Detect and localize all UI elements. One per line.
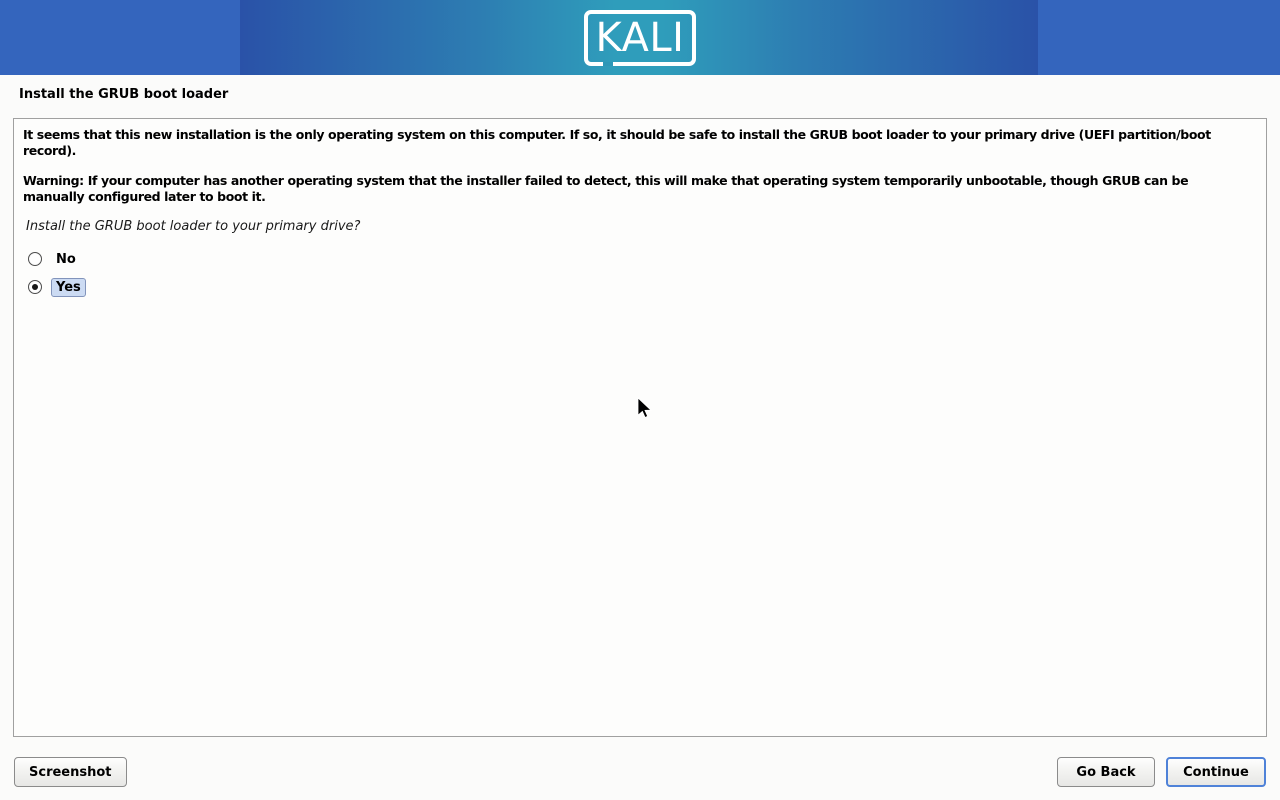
kali-logo-border-gap: [603, 62, 613, 66]
kali-logo: [584, 10, 696, 66]
radio-yes-label: Yes: [51, 278, 86, 297]
grub-warning-text: Warning: If your computer has another operating system that the installer failed to detect, this will make that operating system temporarily unbootable, though GRUB can be manually configured later to boot it.: [23, 173, 1189, 204]
radio-option-no[interactable]: [28, 249, 81, 269]
grub-info-text: It seems that this new installation is the only operating system on this computer. If so, it should be safe to install the GRUB boot loader to your primary drive (UEFI partition/boot record).: [23, 127, 1211, 158]
banner-gradient: [240, 0, 1038, 75]
radio-no-label: No: [56, 251, 76, 267]
page-title: Install the GRUB boot loader: [19, 87, 229, 102]
footer-button-group: [1057, 757, 1266, 787]
continue-button[interactable]: Continue: [1166, 757, 1266, 787]
installer-banner: [0, 0, 1280, 75]
radio-button-yes[interactable]: [28, 280, 42, 294]
kali-logo-text: KALI: [595, 15, 685, 61]
mouse-cursor-icon: [637, 397, 652, 419]
dialog-panel: [13, 118, 1267, 737]
grub-question-text: Install the GRUB boot loader to your primary drive?: [26, 219, 361, 234]
radio-button-no[interactable]: [28, 252, 42, 266]
screenshot-button[interactable]: Screenshot: [14, 757, 127, 787]
radio-option-yes[interactable]: [28, 277, 86, 297]
go-back-button[interactable]: Go Back: [1057, 757, 1155, 787]
